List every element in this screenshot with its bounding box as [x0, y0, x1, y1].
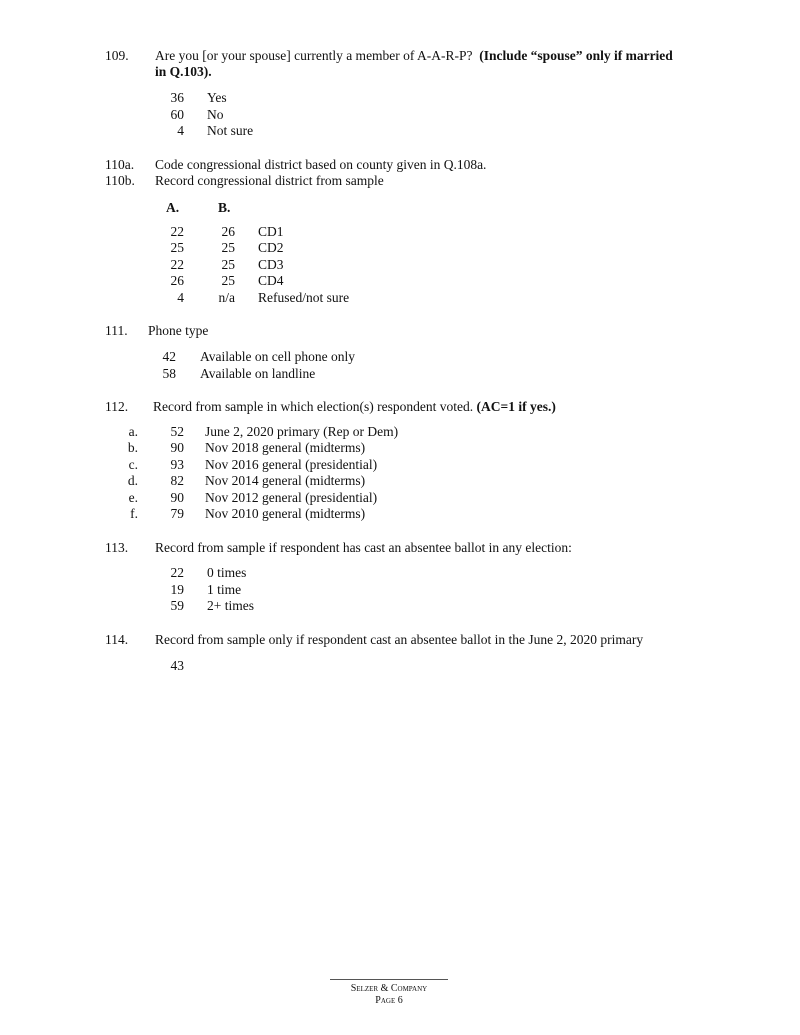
q109-instruction: (Include “spouse” only if married [479, 48, 673, 63]
q110-col-b-header: B. [218, 200, 231, 215]
q112-letter: a. [128, 424, 138, 439]
q110-value-b: 26 [221, 224, 235, 239]
q112-value: 90 [170, 440, 184, 455]
q113-text: Record from sample if respondent has cast an absentee ballot in any election: [155, 540, 572, 555]
q114-text: Record from sample only if respondent cast an absentee ballot in the June 2, 2020 primary [155, 632, 644, 647]
q110a-number: 110a. [105, 157, 135, 172]
q109-label: Yes [207, 90, 227, 105]
q109-text [155, 48, 673, 64]
q113-label: 1 time [207, 582, 242, 597]
q111-label: Available on cell phone only [200, 349, 355, 364]
q112-instruction: (AC=1 if yes.) [476, 399, 556, 414]
q111-value: 58 [162, 366, 176, 381]
q110-label: CD4 [258, 273, 284, 288]
q112-label: Nov 2016 general (presidential) [205, 457, 378, 472]
q110b-text: Record congressional district from sample [155, 173, 384, 188]
q112-letter: f. [130, 506, 138, 521]
footer-company: Selzer & Company [350, 983, 428, 994]
q112-label: Nov 2010 general (midterms) [205, 506, 366, 521]
q110-value-a: 22 [170, 257, 184, 272]
q112-text [153, 399, 556, 415]
q112-question: Record from sample in which election(s) respondent voted. [153, 399, 474, 414]
q110-label: CD2 [258, 240, 284, 255]
q112-letter: c. [128, 457, 138, 472]
q114-value: 43 [170, 658, 184, 673]
q112-value: 90 [170, 490, 184, 505]
q114-number: 114. [105, 632, 129, 647]
q112-label: Nov 2018 general (midterms) [205, 440, 366, 455]
q110-value-a: 4 [177, 290, 184, 305]
q112-letter: d. [127, 473, 138, 488]
q109-number: 109. [105, 48, 129, 63]
q110-col-a-header: A. [166, 200, 180, 215]
q111-text: Phone type [148, 323, 209, 338]
q110-value-b: 25 [221, 240, 235, 255]
q112-value: 93 [170, 457, 184, 472]
q112-label: Nov 2012 general (presidential) [205, 490, 378, 505]
q112-letter: b. [127, 440, 138, 455]
q112-label: June 2, 2020 primary (Rep or Dem) [205, 424, 399, 439]
footer-divider [330, 979, 448, 980]
q112-value: 52 [170, 424, 184, 439]
q111-value: 42 [162, 349, 176, 364]
q110a-text: Code congressional district based on county given in Q.108a. [155, 157, 487, 172]
q113-value: 19 [170, 582, 184, 597]
q109-value: 4 [177, 123, 184, 138]
q109-label: Not sure [207, 123, 254, 138]
footer-page-number: Page 6 [375, 995, 403, 1006]
q111-label: Available on landline [200, 366, 316, 381]
q109-value: 60 [170, 107, 184, 122]
q110-value-a: 25 [170, 240, 184, 255]
q112-number: 112. [105, 399, 129, 414]
q113-label: 2+ times [207, 598, 254, 613]
q110-value-b: 25 [221, 273, 235, 288]
q113-number: 113. [105, 540, 129, 555]
q109-value: 36 [170, 90, 184, 105]
q110b-number: 110b. [105, 173, 135, 188]
q109-instruction-cont: in Q.103). [155, 64, 212, 79]
q112-label: Nov 2014 general (midterms) [205, 473, 366, 488]
q113-value: 59 [170, 598, 184, 613]
q112-letter: e. [128, 490, 138, 505]
q110-label: Refused/not sure [258, 290, 350, 305]
q110-value-b: n/a [218, 290, 235, 305]
q109-label: No [207, 107, 224, 122]
q113-label: 0 times [207, 565, 247, 580]
q110-value-a: 26 [170, 273, 184, 288]
q110-value-b: 25 [221, 257, 235, 272]
q112-value: 79 [170, 506, 184, 521]
q110-label: CD3 [258, 257, 284, 272]
q112-value: 82 [170, 473, 184, 488]
q113-value: 22 [170, 565, 184, 580]
q110-label: CD1 [258, 224, 284, 239]
q111-number: 111. [105, 323, 128, 338]
q109-question: Are you [or your spouse] currently a member of A-A-R-P? [155, 48, 473, 63]
q110-value-a: 22 [170, 224, 184, 239]
